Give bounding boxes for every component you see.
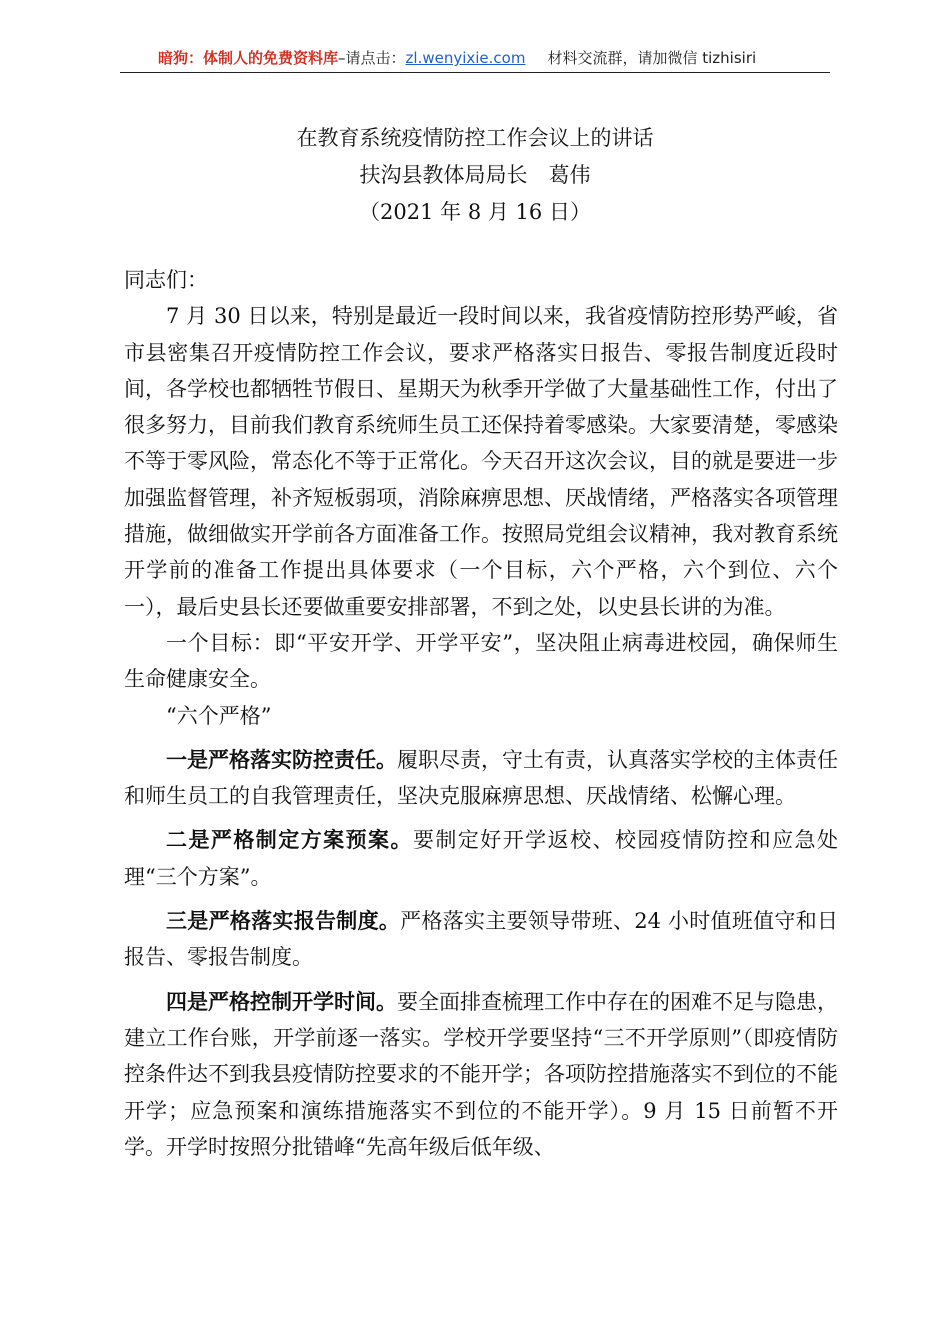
list-item bbox=[124, 822, 838, 895]
item-lead: 四是严格控制开学时间。 bbox=[166, 988, 397, 1014]
list-item bbox=[124, 742, 838, 815]
document-date: （2021 年 8 月 16 日） bbox=[359, 200, 591, 224]
page-header bbox=[120, 44, 830, 73]
header-brand: 暗狗：体制人的免费资料库 bbox=[158, 49, 339, 67]
header-link[interactable]: zl.wenyixie.com bbox=[405, 49, 526, 67]
item-lead: 一是严格落实防控责任。 bbox=[166, 746, 397, 772]
document-speaker: 扶沟县教体局局长 葛伟 bbox=[359, 163, 591, 187]
header-prompt: –请点击： bbox=[338, 49, 406, 67]
list-item bbox=[124, 984, 838, 1165]
section-heading: “六个严格” bbox=[166, 703, 272, 728]
document-titles bbox=[120, 120, 830, 231]
document-title: 在教育系统疫情防控工作会议上的讲话 bbox=[296, 126, 654, 150]
paragraph-intro: 7 月 30 日以来，特别是最近一段时间以来，我省疫情防控形势严峻，省市县密集召开疫情防控工作会议，要求严格落实日报告、零报告制度近段时间，各学校也都牺牲节假日、星期天为秋季开学做了大量基础性工作，付出了很多努力，目前我们教育系统师生员工还保持着零感染。大家要清楚，零感染不等于零风险，常态化不等于正常化。今天召开这次会议，目的就是要进一步加强监督管理，补齐短板弱项，消除麻痹思想、厌战情绪，严格落实各项管理措施，做细做实开学前各方面准备工作。按照局党组会议精神，我对教育系统开学前的准备工作提出具体要求（一个目标，六个严格，六个到位、六个一），最后史县长还要做重要安排部署，不到之处，以史县长讲的为准。 bbox=[124, 304, 838, 619]
item-text: 履职尽责，守土有责，认真落实学校的主体责任和师生员工的自我管理责任，坚决克服麻痹思想、厌战情绪、松懈心理。 bbox=[124, 747, 838, 809]
item-lead: 二是严格制定方案预案。 bbox=[166, 827, 413, 853]
header-group-info: 材料交流群，请加微信 tizhisiri bbox=[547, 49, 757, 67]
item-text: 要制定好开学返校、校园疫情防控和应急处理“三个方案”。 bbox=[124, 828, 839, 889]
paragraph-goal: 一个目标：即“平安开学、开学平安”，坚决阻止病毒进校园，确保师生生命健康安全。 bbox=[124, 630, 838, 692]
item-text: 要全面排查梳理工作中存在的困难不足与隐患，建立工作台账，开学前逐一落实。学校开学要坚持“三不开学原则”（即疫情防控条件达不到我县疫情防控要求的不能开学；各项防控措施落实不到位的不能开学；应急预案和演练措施落实不到位的不能开学）。9 月 15 日前暂不开学。开学时按照分批错峰“先高年级后低年级、 bbox=[124, 989, 838, 1159]
item-text: 严格落实主要领导带班、24 小时值班值守和日报告、零报告制度。 bbox=[124, 909, 838, 970]
list-item bbox=[124, 903, 838, 976]
salutation: 同志们： bbox=[124, 268, 208, 292]
document-body bbox=[124, 262, 838, 1165]
item-lead: 三是严格落实报告制度。 bbox=[166, 908, 401, 934]
